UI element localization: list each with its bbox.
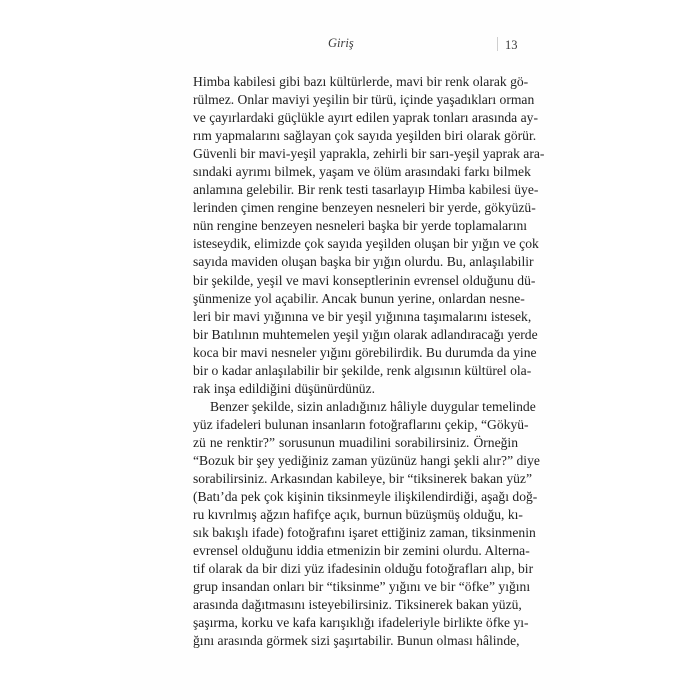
text-line: lerinden çimen rengine benzeyen nesneleri bir yerde, gökyüzü- xyxy=(193,200,536,216)
text-line: bir Batılının muhtemelen yeşil yığın olarak adlandıracağı yerde xyxy=(193,326,538,342)
text-line: (Batı’da pek çok kişinin tiksinmeyle ilişkilendirdiği, aşağı doğ- xyxy=(193,489,538,505)
text-line: ru kıvrılmış ağzın hafifçe açık, burnun büzüşmüş olduğu, kı- xyxy=(193,507,523,523)
text-line: “Bozuk bir şey yediğiniz zaman yüzünüz hangi şekli alır?” diye xyxy=(193,452,540,468)
text-line: bir şekilde, yeşil ve mavi konseptlerinin evrensel olduğunu dü- xyxy=(193,272,536,288)
text-line: sayıda maviden oluşan başka bir yığın olurdu. Bu, anlaşılabilir xyxy=(193,254,534,270)
text-line: leri bir mavi yığınına ve bir yeşil yığınına taşımalarını istesek, xyxy=(193,308,532,324)
text-line: grup insandan onları bir “tiksinme” yığını ve bir “öfke” yığını xyxy=(193,579,531,595)
header-divider xyxy=(497,37,498,51)
text-line: ve çayırlardaki güçlükle ayırt edilen yaprak tonları arasında ay- xyxy=(193,110,538,126)
page-number: 13 xyxy=(505,38,518,52)
text-line: Himba kabilesi gibi bazı kültürlerde, mavi bir renk olarak gö- xyxy=(193,74,529,89)
text-line: şaşırma, korku ve kafa karışıklığı ifadeleriyle birlikte öfke yı- xyxy=(193,615,529,631)
text-line: rım yapmalarını sağlayan çok sayıda yeşilden biri olarak görür. xyxy=(193,128,537,144)
text-line: yüz ifadeleri bulunan insanların fotoğraflarını çekip, “Gökyü- xyxy=(193,416,529,432)
text-line: Benzer şekilde, sizin anladığınız hâliyle duygular temelinde xyxy=(210,398,536,414)
paragraph-2 xyxy=(193,398,540,651)
text-line: evrensel olduğunu iddia etmenizin bir zemini olurdu. Alterna- xyxy=(193,543,530,559)
text-line: arasında dağıtmasını isteyebilirsiniz. Tiksinerek bakan yüzü, xyxy=(193,597,522,613)
text-line: ğını arasında görmek sizi şaşırtabilir. Bunun olması hâlinde, xyxy=(193,633,520,649)
text-line: bir o kadar anlaşılabilir bir şekilde, renk algısının kültürel ola- xyxy=(193,362,532,378)
text-line: sık bakışlı ifade) fotoğrafını işaret ettiğiniz zaman, tiksinmenin xyxy=(193,525,536,541)
paragraph-1 xyxy=(193,73,545,398)
text-line: isteseydik, elimizde çok sayıda yeşilden oluşan bir yığın ve çok xyxy=(193,236,539,252)
text-line: şünmenize yol açabilir. Ancak bunun yerine, onlardan nesne- xyxy=(193,290,525,306)
chapter-title: Giriş xyxy=(328,36,354,50)
text-line: tif olarak da bir dizi yüz ifadesinin olduğu fotoğrafları alıp, bir xyxy=(193,561,534,577)
text-line: sındaki ayrımı bilmek, yaşam ve ölüm arasındaki farkı bilmek xyxy=(193,164,531,180)
body-text xyxy=(193,73,545,651)
text-line: anlamına gelebilir. Bir renk testi tasarlayıp Himba kabilesi üye- xyxy=(193,182,539,198)
text-line: zü ne renktir?” sorusunun muadilini sorabilirsiniz. Örneğin xyxy=(193,434,518,450)
text-line: rak inşa edildiğini düşünürdünüz. xyxy=(193,380,375,396)
text-line: rülmez. Onlar maviyi yeşilin bir türü, içinde yaşadıkları orman xyxy=(193,92,535,108)
text-line: Güvenli bir mavi-yeşil yaprakla, zehirli bir sarı-yeşil yaprak ara- xyxy=(193,146,545,162)
text-line: sorabilirsiniz. Arkasından kabileye, bir “tiksinerek bakan yüz” xyxy=(193,471,532,487)
text-line: koca bir mavi nesneler yığını görebilirdik. Bu durumda da yine xyxy=(193,344,537,360)
running-header xyxy=(0,36,700,56)
text-line: nün rengine benzeyen nesneleri başka bir yerde toplamalarını xyxy=(193,218,528,234)
